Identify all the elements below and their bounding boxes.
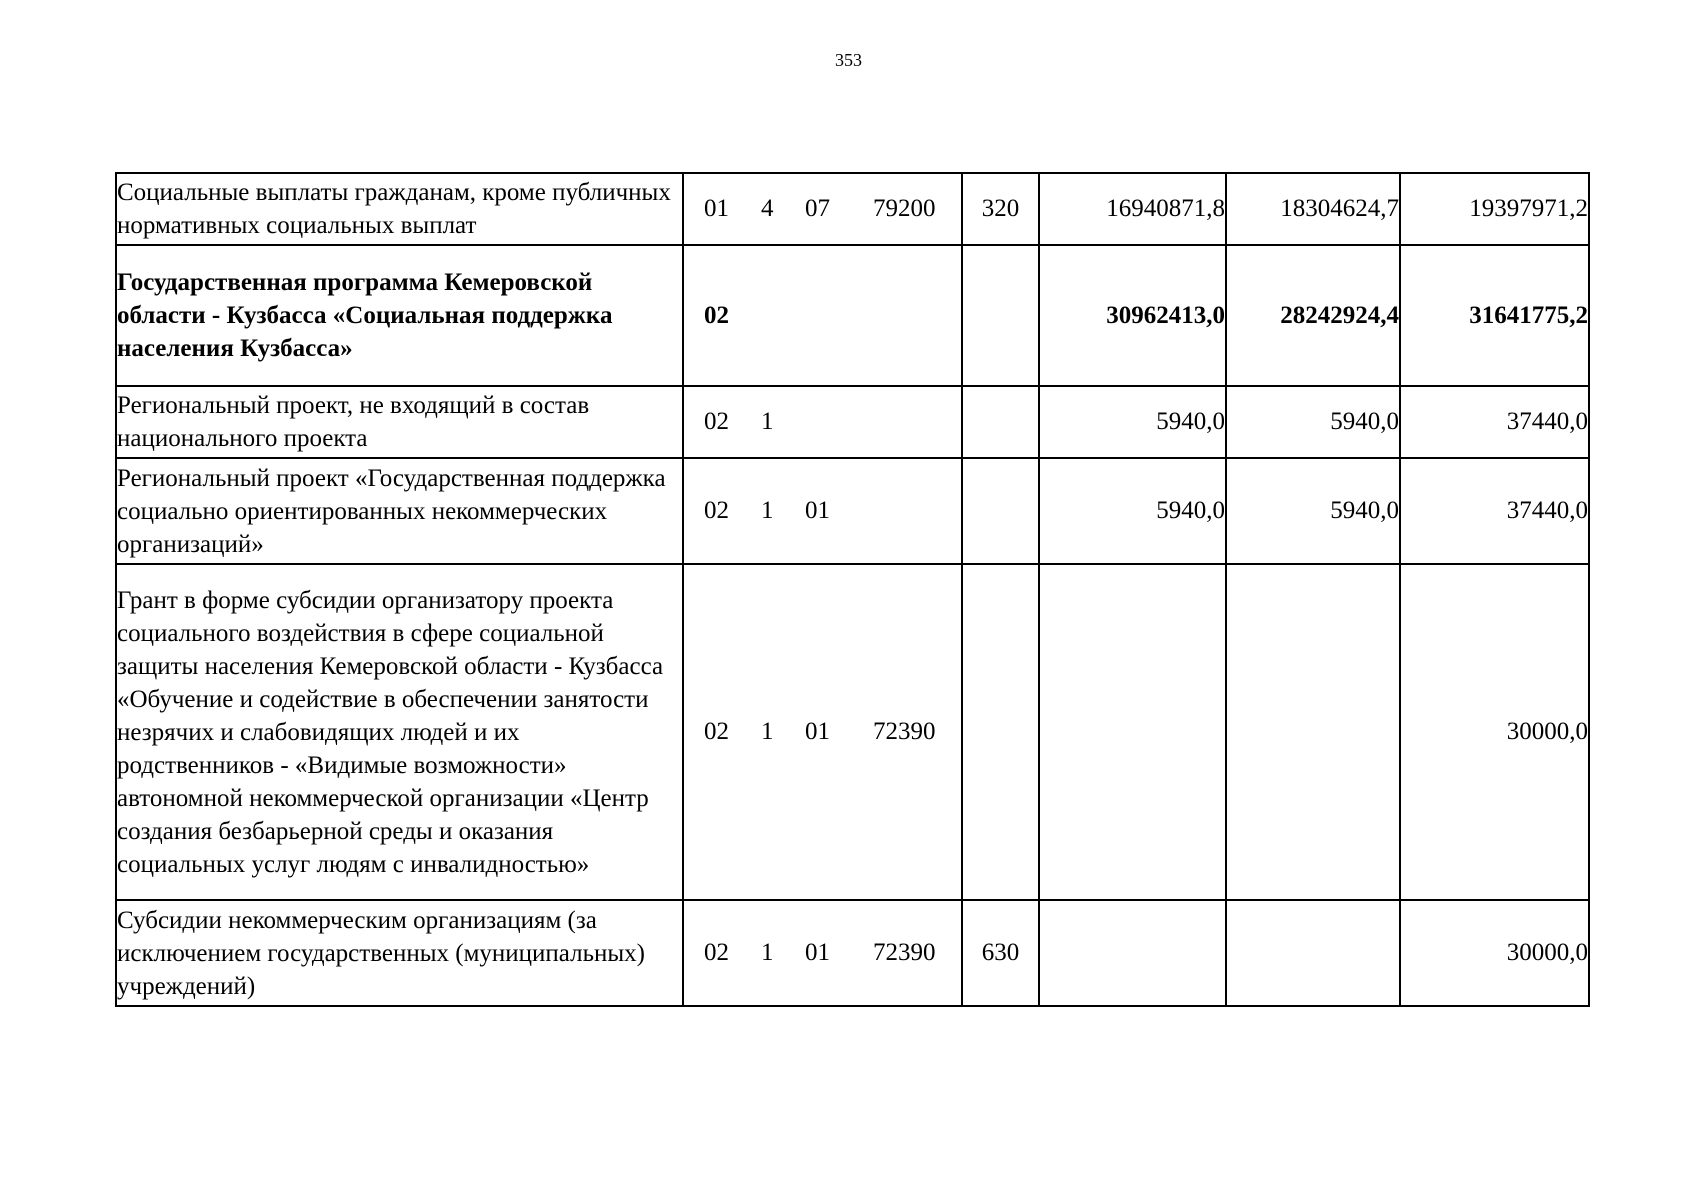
amount-year-3: 30000,0	[1400, 900, 1589, 1006]
page-number: 353	[835, 50, 862, 70]
table-row	[116, 900, 1589, 1006]
expense-type-code	[962, 564, 1039, 900]
amount-year-1: 5940,0	[1039, 458, 1226, 564]
target-code	[683, 173, 962, 245]
table-row	[116, 458, 1589, 564]
code-program: 02	[704, 408, 729, 435]
target-code	[683, 564, 962, 900]
row-description: Региональный проект «Государственная поддержка социально ориентированных некоммерческих организаций»	[116, 458, 683, 564]
amount-year-3: 37440,0	[1400, 386, 1589, 458]
code-direction: 72390	[873, 939, 936, 966]
code-program: 01	[704, 195, 729, 222]
expense-type-code	[962, 458, 1039, 564]
amount-year-1: 5940,0	[1039, 386, 1226, 458]
amount-year-2	[1226, 564, 1400, 900]
target-code	[683, 386, 962, 458]
amount-year-3: 31641775,2	[1400, 245, 1589, 386]
row-description: Субсидии некоммерческим организациям (за исключением государственных (муниципальных) учреждений)	[116, 900, 683, 1006]
code-subprogram: 1	[761, 939, 774, 966]
row-description: Социальные выплаты гражданам, кроме публичных нормативных социальных выплат	[116, 173, 683, 245]
amount-year-1	[1039, 900, 1226, 1006]
amount-year-3: 37440,0	[1400, 458, 1589, 564]
expense-type-code: 320	[962, 173, 1039, 245]
amount-year-2	[1226, 900, 1400, 1006]
amount-year-2: 18304624,7	[1226, 173, 1400, 245]
expense-type-code: 630	[962, 900, 1039, 1006]
code-program: 02	[704, 939, 729, 966]
code-subprogram: 1	[761, 408, 774, 435]
amount-year-2: 28242924,4	[1226, 245, 1400, 386]
amount-year-2: 5940,0	[1226, 458, 1400, 564]
code-direction: 72390	[873, 718, 936, 745]
row-description: Государственная программа Кемеровской области - Кузбасса «Социальная поддержка населения Кузбасса»	[116, 245, 683, 386]
expense-type-code	[962, 386, 1039, 458]
target-code	[683, 245, 962, 386]
amount-year-1	[1039, 564, 1226, 900]
code-subprogram: 4	[761, 195, 774, 222]
code-program: 02	[704, 718, 729, 745]
amount-year-3: 30000,0	[1400, 564, 1589, 900]
code-subprogram: 1	[761, 497, 774, 524]
row-description: Региональный проект, не входящий в состав национального проекта	[116, 386, 683, 458]
budget-table	[115, 172, 1590, 1007]
code-subprogram: 1	[761, 718, 774, 745]
table-row	[116, 173, 1589, 245]
table-row	[116, 245, 1589, 386]
amount-year-1: 30962413,0	[1039, 245, 1226, 386]
table-row	[116, 386, 1589, 458]
code-direction: 79200	[873, 195, 936, 222]
code-program: 02	[704, 301, 729, 329]
amount-year-3: 19397971,2	[1400, 173, 1589, 245]
code-event: 07	[805, 195, 830, 222]
target-code	[683, 458, 962, 564]
amount-year-1: 16940871,8	[1039, 173, 1226, 245]
table-row	[116, 564, 1589, 900]
code-event: 01	[805, 718, 830, 745]
code-event: 01	[805, 497, 830, 524]
row-description: Грант в форме субсидии организатору проекта социального воздействия в сфере социальной защиты населения Кемеровской области - Кузбасса «Обучение и содействие в обеспечении занятости незрячих и слабовидящих людей и их родственников - «Видимые возможности» автономной некоммерческой организации «Центр создания безбарьерной среды и оказания социальных услуг людям с инвалидностью»	[116, 564, 683, 900]
code-program: 02	[704, 497, 729, 524]
code-event: 01	[805, 939, 830, 966]
amount-year-2: 5940,0	[1226, 386, 1400, 458]
expense-type-code	[962, 245, 1039, 386]
target-code	[683, 900, 962, 1006]
